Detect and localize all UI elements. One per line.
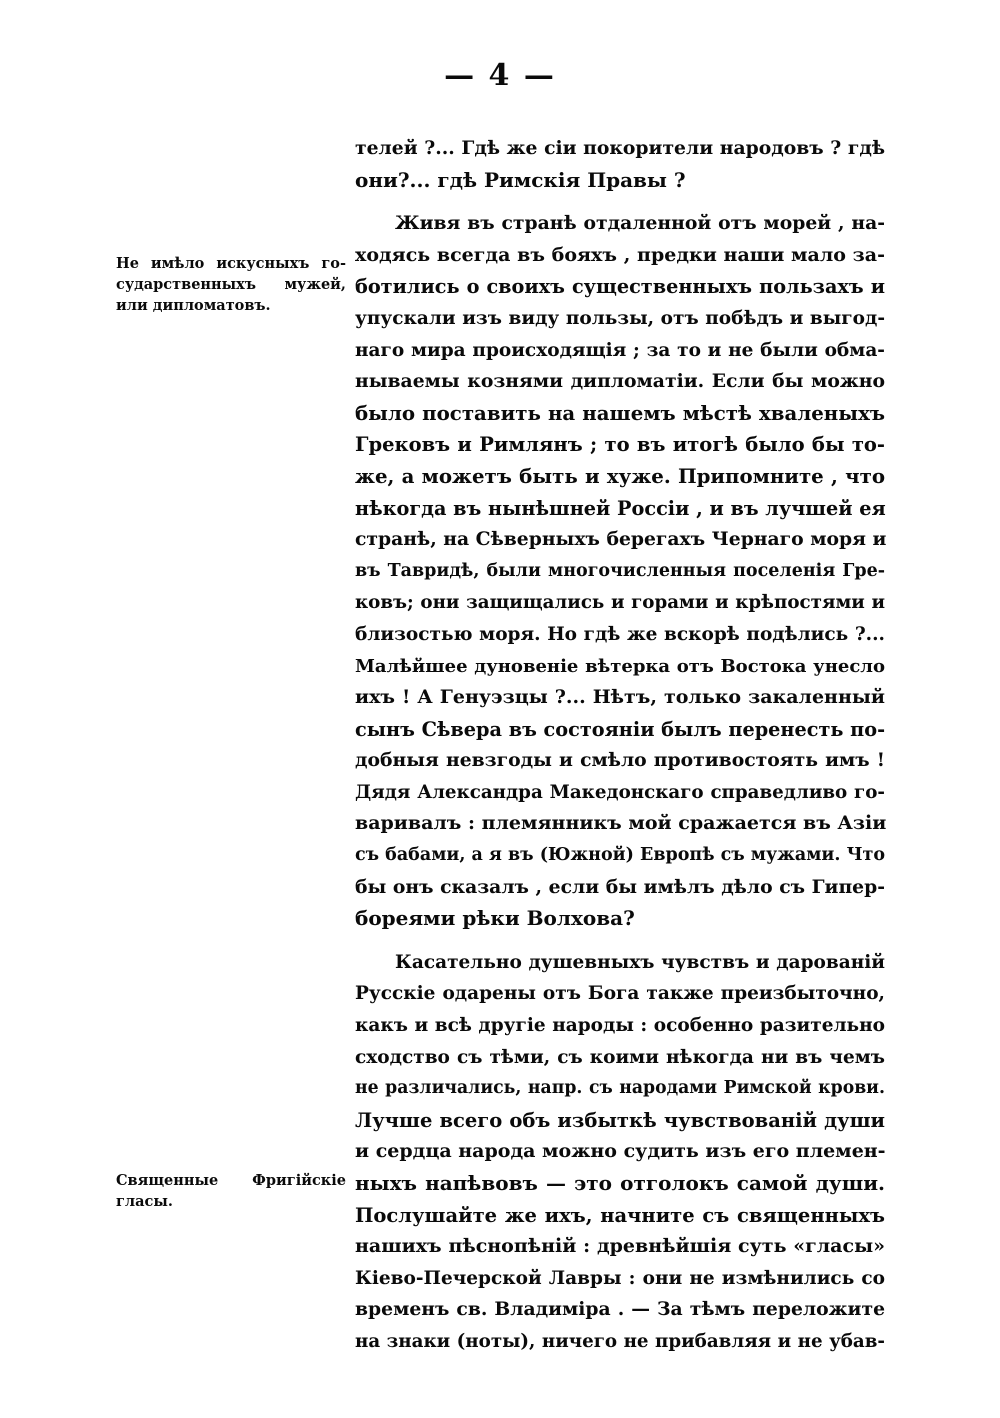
margin-note-line: Не имѣло искусныхъ го-	[116, 255, 346, 272]
text-line: Живя въ странѣ отдаленной отъ морей , на-	[395, 212, 885, 235]
text-line: нываемы кознями дипломатіи. Если бы можно	[355, 370, 885, 393]
text-line: нѣкогда въ нынѣшней Россіи , и въ лучшей ея	[355, 496, 886, 520]
paragraph	[355, 133, 885, 196]
text-line: было поставить на нашемъ мѣстѣ хваленыхъ	[355, 400, 885, 425]
text-line: не различались, напр. съ народами Римской крови.	[355, 1078, 885, 1099]
text-line: временъ св. Владиміра . — За тѣмъ переложите	[355, 1298, 885, 1321]
text-line: телей ?... Гдѣ же сіи покорители народовъ ? гдѣ	[355, 137, 885, 159]
text-line: Лучше всего объ избыткѣ чувствованій души	[355, 1108, 885, 1132]
text-line: нашихъ пѣснопѣній : древнѣйшія суть «гласы»	[355, 1235, 885, 1258]
text-line: ихъ ! А Генуэзцы ?... Нѣтъ, только закаленный	[355, 686, 885, 709]
text-line: сходство съ тѣми, съ коими нѣкогда ни въ чемъ	[355, 1046, 885, 1068]
page-number: — 4 —	[444, 58, 556, 93]
text-line: упускали изъ виду пользы, отъ побѣдъ и выгод-	[355, 307, 885, 329]
text-line: ныхъ напѣвовъ — это отголокъ самой души.	[355, 1171, 885, 1195]
text-line: какъ и всѣ другіе народы : особенно разительно	[355, 1015, 885, 1037]
margin-note-line: сударственныхъ мужей,	[116, 276, 346, 293]
text-line: они?... гдѣ Римскія Правы ?	[355, 167, 686, 192]
margin-note-diplomats	[116, 253, 346, 316]
paragraph	[355, 947, 885, 1358]
text-line: съ бабами, а я въ (Южной) Европѣ съ мужами. Что	[355, 845, 886, 866]
text-line: ходясь всегда въ бояхъ , предки наши мало за-	[355, 243, 885, 266]
margin-note-line: или дипломатовъ.	[116, 297, 271, 314]
text-line: Русскіе одарены отъ Бога также преизбыточно,	[355, 983, 885, 1005]
margin-note-line: гласы.	[116, 1193, 173, 1210]
text-line: ковъ; они защищались и горами и крѣпостями и	[355, 592, 885, 614]
text-line: Грековъ и Римлянъ ; то въ итогѣ было бы то-	[355, 433, 885, 457]
margin-note-line: Священные Фригійскіе	[116, 1172, 346, 1189]
text-line: же, а можетъ быть и хуже. Припомните , что	[355, 463, 885, 488]
text-line: Кіево-Печерской Лавры : они не измѣнились со	[355, 1267, 885, 1289]
text-line: бы онъ сказалъ , если бы имѣлъ дѣло съ Гипер-	[355, 875, 885, 898]
text-line: Касательно душевныхъ чувствъ и дарованій	[395, 951, 885, 973]
text-line: Малѣйшее дуновеніе вѣтерка отъ Востока унесло	[355, 655, 885, 677]
text-line: наго мира происходящія ; за то и не были обма-	[355, 339, 885, 361]
text-line: ботились о своихъ существенныхъ пользахъ и	[355, 275, 885, 299]
text-line: сынъ Сѣвера въ состояніи былъ перенесть по-	[355, 717, 886, 741]
main-text-column	[355, 133, 885, 1358]
text-line: бореями рѣки Волхова?	[355, 906, 635, 931]
margin-note-phrygian-tones	[116, 1170, 346, 1212]
text-line: странѣ, на Сѣверныхъ берегахъ Чернаго моря и	[355, 528, 887, 551]
text-line: и сердца народа можно судить изъ его племен-	[355, 1140, 886, 1163]
text-line: близостью моря. Но гдѣ же вскорѣ подѣлись ?...	[355, 623, 885, 645]
text-line: на знаки (ноты), ничего не прибавляя и не убав-	[355, 1330, 885, 1352]
text-line: Послушайте же ихъ, начните съ священныхъ	[355, 1203, 885, 1227]
paragraph	[355, 208, 885, 935]
text-line: добныя невзгоды и смѣло противостоять имъ !	[355, 749, 885, 772]
text-line: варивалъ : племянникъ мой сражается въ Азіи	[355, 812, 887, 835]
text-line: Дядя Александра Македонскаго справедливо го-	[355, 781, 885, 803]
text-line: въ Тавридѣ, были многочисленныя поселенія Гре-	[355, 560, 885, 581]
